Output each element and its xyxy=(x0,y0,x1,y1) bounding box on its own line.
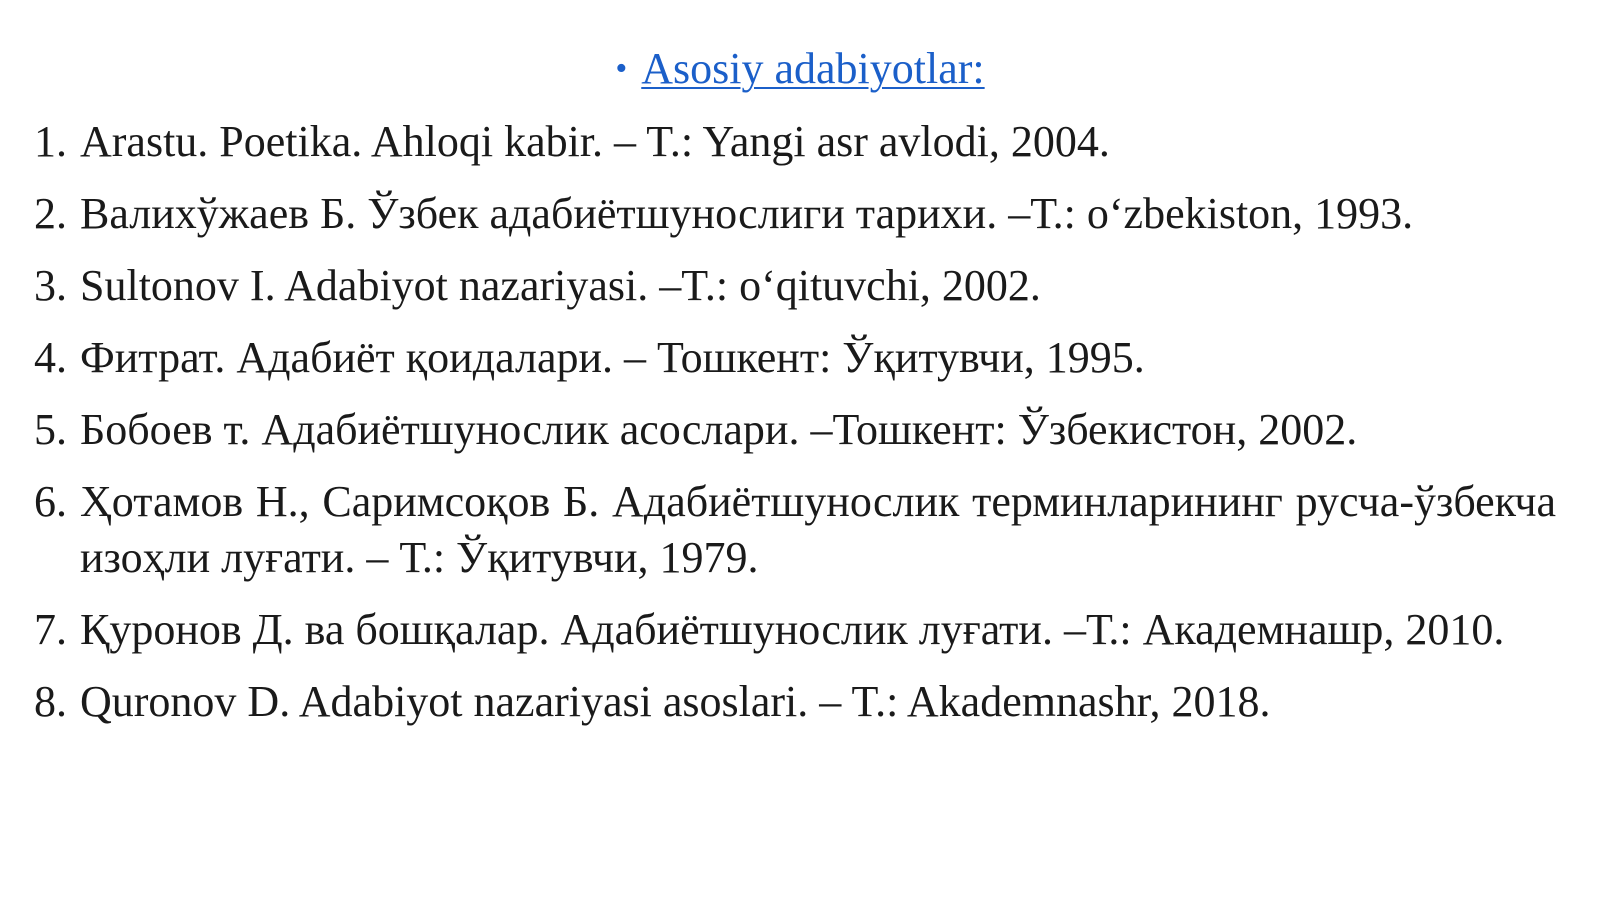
reference-number: 1. xyxy=(34,117,67,166)
reference-item xyxy=(34,186,1556,242)
reference-text: Ҳотамов Н., Саримсоқов Б. Адабиётшунослик терминларининг русча-ўзбекча изоҳли луғати. – Т.: Ўқитувчи, 1979. xyxy=(80,477,1556,582)
reference-number: 8. xyxy=(34,677,67,726)
reference-item xyxy=(34,602,1556,658)
reference-text: Sultonov I. Adabiyot nazariyasi. –T.: o‘qituvchi, 2002. xyxy=(80,261,1041,310)
slide-heading xyxy=(0,40,1600,98)
reference-item xyxy=(34,114,1556,170)
reference-number: 6. xyxy=(34,477,67,526)
reference-number: 7. xyxy=(34,605,67,654)
reference-text: Валихўжаев Б. Ўзбек адабиётшунослиги тарихи. –Т.: o‘zbekiston, 1993. xyxy=(80,189,1414,238)
reference-list xyxy=(34,114,1556,746)
reference-item xyxy=(34,674,1556,730)
reference-text: Quronov D. Adabiyot nazariyasi asoslari. – T.: Akademnashr, 2018. xyxy=(80,677,1271,726)
reference-text: Бобоев т. Адабиётшунослик асослари. –Тошкент: Ўзбекистон, 2002. xyxy=(80,405,1358,454)
reference-item xyxy=(34,258,1556,314)
reference-item xyxy=(34,330,1556,386)
reference-text: Фитрат. Адабиёт қоидалари. – Тошкент: Ўқитувчи, 1995. xyxy=(80,333,1145,382)
bullet-icon: • xyxy=(615,50,628,87)
heading-link[interactable]: Asosiy adabiyotlar: xyxy=(641,44,985,93)
reference-text: Arastu. Poetika. Ahloqi kabir. – T.: Yangi asr avlodi, 2004. xyxy=(80,117,1110,166)
reference-item xyxy=(34,402,1556,458)
reference-number: 5. xyxy=(34,405,67,454)
reference-number: 3. xyxy=(34,261,67,310)
reference-number: 2. xyxy=(34,189,67,238)
reference-item xyxy=(34,474,1556,586)
reference-number: 4. xyxy=(34,333,67,382)
reference-text: Қуронов Д. ва бошқалар. Адабиётшунослик луғати. –Т.: Академнашр, 2010. xyxy=(80,605,1505,654)
